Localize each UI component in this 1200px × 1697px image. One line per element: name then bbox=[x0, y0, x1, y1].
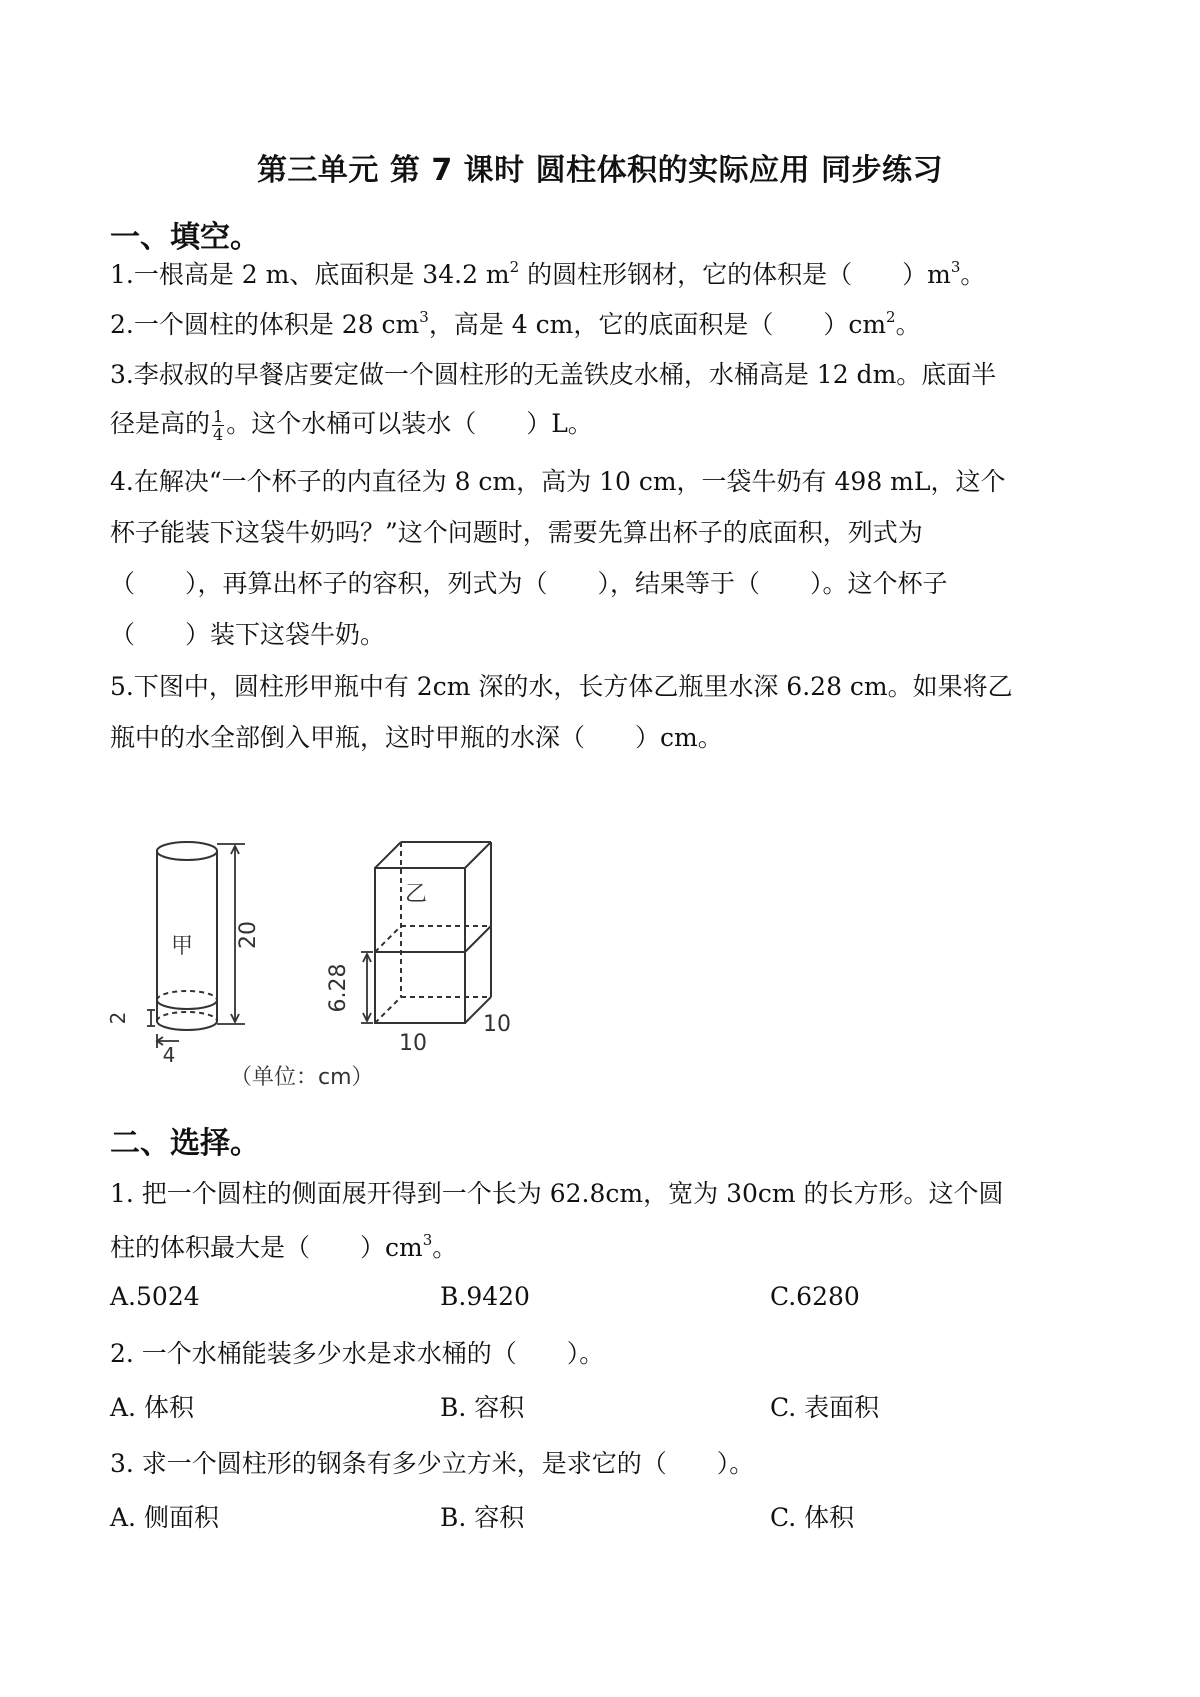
option-2-1-c: C.6280 bbox=[770, 1282, 860, 1311]
option-2-1-a: A.5024 bbox=[110, 1282, 200, 1311]
question-2-2: 2. 一个水桶能装多少水是求水桶的（ ）。 bbox=[110, 1339, 605, 1368]
question-text: 。 bbox=[960, 260, 986, 289]
superscript: 3 bbox=[422, 1231, 433, 1249]
question-1-2 bbox=[110, 305, 921, 341]
question-text: 。 bbox=[432, 1233, 458, 1262]
question-text: 径是高的 bbox=[110, 409, 211, 438]
cylinder-diameter-label: 4 bbox=[162, 1043, 176, 1067]
box-label: 乙 bbox=[405, 882, 428, 907]
unit-label: （单位：cm） bbox=[230, 1065, 374, 1090]
box-water-dimension bbox=[361, 952, 373, 1023]
box-water-label: 6.28 bbox=[326, 963, 351, 1013]
page-title: 第三单元 第 7 课时 圆柱体积的实际应用 同步练习 bbox=[256, 153, 944, 188]
question-2-1-line-1: 1. 把一个圆柱的侧面展开得到一个长为 62.8cm，宽为 30cm 的长方形。这个圆 bbox=[110, 1179, 1004, 1208]
water-depth-dimension bbox=[147, 1010, 155, 1026]
superscript: 2 bbox=[886, 308, 896, 326]
bottle-figure bbox=[105, 838, 565, 1093]
question-2-1-line-2 bbox=[110, 1228, 457, 1264]
option-2-3-a: A. 侧面积 bbox=[110, 1503, 219, 1532]
question-text: 的圆柱形钢材，它的体积是（ ）m bbox=[519, 260, 951, 289]
cylinder-water-label: 2 bbox=[106, 1011, 130, 1025]
bottle-diagram bbox=[105, 838, 565, 1093]
box-length-label: 10 bbox=[399, 1031, 427, 1056]
question-text: 2.一个圆柱的体积是 28 cm bbox=[110, 310, 420, 339]
question-1-4-line-3: （ ），再算出杯子的容积，列式为（ ），结果等于（ ）。这个杯子 bbox=[110, 569, 948, 598]
box-yi bbox=[375, 842, 491, 1023]
question-text: 柱的体积最大是（ ）cm bbox=[110, 1233, 423, 1262]
superscript: 3 bbox=[950, 258, 961, 276]
question-text: 1.一根高是 2 m、底面积是 34.2 m bbox=[110, 260, 510, 289]
cylinder-height-label: 20 bbox=[236, 921, 261, 949]
option-2-2-b: B. 容积 bbox=[440, 1393, 525, 1422]
superscript: 3 bbox=[419, 308, 429, 326]
question-1-4-line-1: 4.在解决“一个杯子的内直径为 8 cm，高为 10 cm，一袋牛奶有 498 mL，这个 bbox=[110, 467, 1006, 496]
fraction bbox=[212, 408, 224, 443]
section-heading-choice: 二、选择。 bbox=[110, 1126, 260, 1161]
question-1-1 bbox=[110, 255, 985, 291]
option-2-3-c: C. 体积 bbox=[770, 1503, 855, 1532]
fraction-denominator: 4 bbox=[213, 425, 224, 444]
question-2-3: 3. 求一个圆柱形的钢条有多少立方米，是求它的（ ）。 bbox=[110, 1449, 755, 1478]
box-width-label: 10 bbox=[483, 1012, 511, 1037]
question-text: 。 bbox=[895, 310, 921, 339]
fraction-numerator: 1 bbox=[213, 407, 224, 426]
question-text: 。这个水桶可以装水（ ）L。 bbox=[226, 409, 593, 438]
question-1-4-line-4: （ ）装下这袋牛奶。 bbox=[110, 620, 386, 649]
question-1-5-line-1: 5.下图中，圆柱形甲瓶中有 2cm 深的水，长方体乙瓶里水深 6.28 cm。如果将乙 bbox=[110, 672, 1013, 701]
question-1-3-line-1: 3.李叔叔的早餐店要定做一个圆柱形的无盖铁皮水桶，水桶高是 12 dm。底面半 bbox=[110, 360, 997, 389]
question-1-5-line-2: 瓶中的水全部倒入甲瓶，这时甲瓶的水深（ ）cm。 bbox=[110, 723, 723, 752]
option-2-2-a: A. 体积 bbox=[110, 1393, 194, 1422]
section-heading-fill-blank: 一、填空。 bbox=[110, 220, 260, 255]
cylinder-label: 甲 bbox=[171, 934, 194, 959]
superscript: 2 bbox=[509, 258, 520, 276]
question-1-3-line-2 bbox=[110, 404, 593, 443]
question-text: ，高是 4 cm，它的底面积是（ ）cm bbox=[428, 310, 887, 339]
question-1-4-line-2: 杯子能装下这袋牛奶吗？”这个问题时，需要先算出杯子的底面积，列式为 bbox=[110, 518, 923, 547]
option-2-3-b: B. 容积 bbox=[440, 1503, 525, 1532]
option-2-2-c: C. 表面积 bbox=[770, 1393, 880, 1422]
option-2-1-b: B.9420 bbox=[440, 1282, 530, 1311]
